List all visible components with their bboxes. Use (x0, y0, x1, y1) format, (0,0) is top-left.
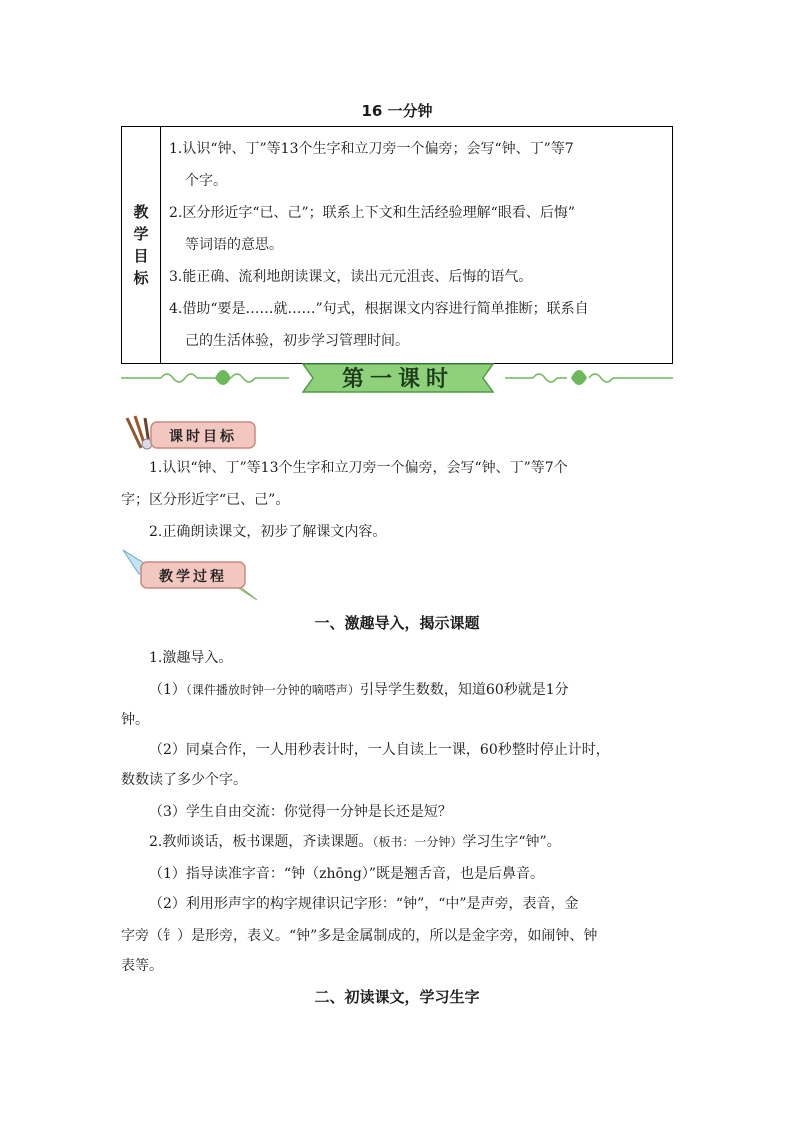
leaf-icon (571, 370, 587, 385)
lesson-goal-1-line1: 1.认识“钟、丁”等13个生字和立刀旁一个偏旁，会写“钟、丁”等7个 (149, 460, 568, 476)
section1-p7-line2: 字旁（钅）是形旁，表义。“钟”多是金属制成的，所以是金字旁，如闹钟、钟 (121, 928, 598, 944)
section1-p3-line1: （2）同桌合作，一人用秒表计时，一人自读上一课，60秒整时停止计时， (149, 742, 610, 758)
p5-prefix: 2.教师谈话，板书课题，齐读课题。 (149, 834, 373, 850)
section1-p2-line2: 钟。 (121, 712, 149, 728)
lesson-banner (121, 356, 673, 400)
goal-item-4-cont: 己的生活体验，初步学习管理时间。 (185, 333, 409, 349)
teaching-goals-table (121, 126, 673, 364)
lesson-goal-1-line2: 字；区分形近字“已、己”。 (121, 492, 290, 508)
section1-p5 (121, 826, 677, 858)
goals-label (122, 127, 161, 364)
lesson-goal-2: 2.正确朗读课文，初步了解课文内容。 (149, 524, 387, 540)
brushes-icon (127, 416, 152, 449)
goal-item-4: 4.借助“要是……就……”句式，根据课文内容进行简单推断；联系自 (169, 301, 589, 317)
goal-item-2-cont: 等词语的意思。 (185, 237, 283, 253)
p2-note: （课件播放时钟一分钟的嘀嗒声） (185, 683, 360, 697)
goals-content (161, 127, 673, 364)
section1-p7-line3: 表等。 (121, 958, 163, 974)
goal-item-1: 1.认识“钟、丁”等13个生字和立刀旁一个偏旁；会写“钟、丁”等7 (169, 141, 574, 157)
leaf-icon (215, 370, 231, 385)
section-heading-1: 一、激趣导入，揭示课题 (314, 614, 480, 632)
p2-prefix: （1） (149, 682, 186, 698)
teaching-process-tag-text: 教学过程 (159, 569, 227, 585)
right-vine-decoration (505, 374, 673, 382)
section1-p7-line1: （2）利用形声字的构字规律识记字形：“钟”，“中”是声旁，表音，金 (149, 896, 579, 912)
section-heading-2: 二、初读课文，学习生字 (314, 988, 480, 1006)
p5-note: （板书：一分钟） (372, 835, 463, 849)
section1-p3-line2: 数数读了多少个字。 (121, 772, 247, 788)
lesson-goals-tag-text: 课时目标 (169, 429, 237, 445)
lesson-banner-text: 第一课时 (341, 367, 455, 392)
page-title: 16 一分钟 (361, 102, 433, 120)
left-vine-decoration (121, 374, 289, 382)
teaching-process-tag (121, 548, 261, 604)
section1-p1: 1.激趣导入。 (149, 650, 233, 666)
goals-label-char: 教 (133, 203, 149, 221)
goals-label-char: 目 (133, 247, 149, 265)
lesson-goals-tag (121, 414, 261, 454)
section1-p4: （3）学生自由交流：你觉得一分钟是长还是短？ (149, 804, 452, 820)
goals-label-char: 学 (133, 225, 149, 243)
section1-p6: （1）指导读准字音：“钟（zhōng）”既是翘舌音，也是后鼻音。 (149, 866, 545, 882)
goal-item-2: 2.区分形近字“已、己”；联系上下文和生活经验理解“眼看、后悔” (169, 205, 575, 221)
p5-post: 学习生字“钟”。 (462, 834, 561, 850)
goals-label-char: 标 (133, 269, 149, 287)
p2-rest: 引导学生数数，知道60秒就是1分 (359, 682, 569, 698)
section1-p2-line1 (121, 674, 677, 706)
goal-item-3: 3.能正确、流利地朗读课文，读出元元沮丧、后悔的语气。 (169, 269, 533, 285)
goal-item-1-cont: 个字。 (185, 173, 227, 189)
